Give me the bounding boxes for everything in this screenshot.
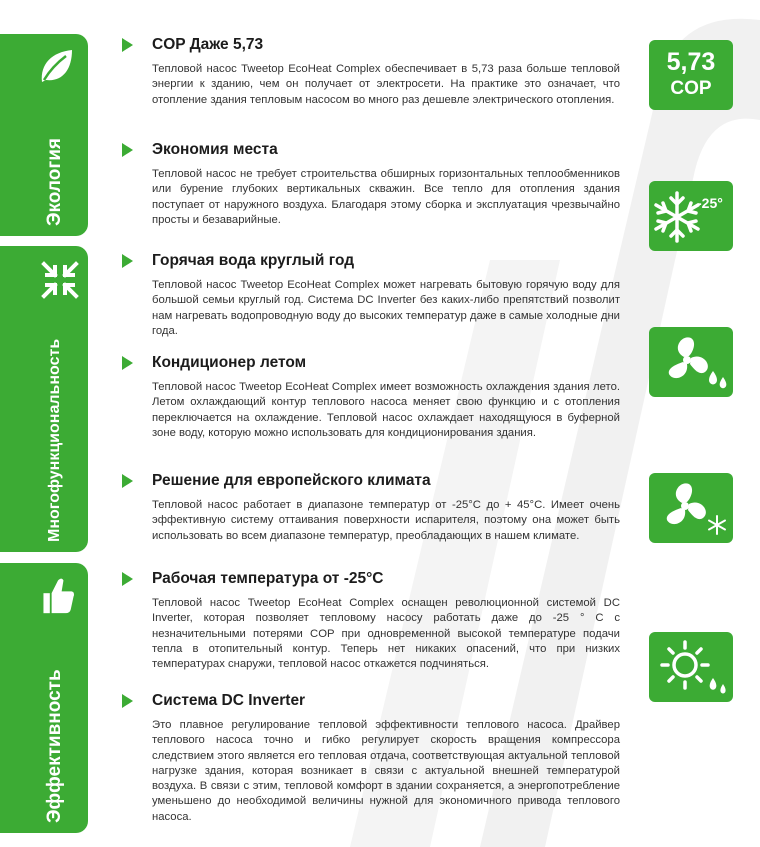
snowflake-icon-box	[649, 181, 733, 251]
section-dc-inverter	[120, 692, 620, 825]
section-title: COP Даже 5,73	[152, 36, 264, 53]
section-text: Это плавное регулирование тепловой эффективности теплового насоса. Драйвер теплового насоса точно и гибко регулирует скорость вращения компрессора следствием этого является его тепловая отдача, соответствующая актуальной тепловой нагрузке здания, которая возникает в связи с актуальной внешней температурой воздуха. В связи с этим, тепловой комфорт в здании сохраняется, а энергопотребление уменьшено до необходимой величины нужной для экономичного привода теплового насоса.	[152, 719, 620, 823]
section-space-saving	[120, 141, 620, 228]
snowflake-icon	[649, 181, 733, 251]
section-text: Тепловой насос Tweetop EcoHeat Complex имеет возможность охлаждения здания лето. Летом охлаждающий контур теплового насоса меняет свою функцию и с отопления переключается на охлаждение. Тепловой насос охлаждает находящуюся в буферной зоне воду, которую можно использовать для кондиционирования здания.	[152, 381, 620, 439]
sun-water-icon-box	[649, 632, 733, 702]
tab-efficiency	[0, 563, 88, 833]
bullet-icon	[120, 572, 134, 586]
section-title: Рабочая температура от -25°C	[152, 570, 384, 587]
thumbs-up-icon	[38, 575, 78, 615]
arrows-inward-icon	[40, 260, 80, 300]
tab-label: Эффективность	[44, 669, 65, 823]
section-title: Решение для европейского климата	[152, 472, 431, 489]
temperature-label: -25°	[697, 195, 723, 211]
section-operating-temperature	[120, 570, 620, 672]
section-text: Тепловой насос Tweetop EcoHeat Complex может нагревать бытовую горячую воду для большой семьи круглый год. Система DC Inverter без каких-либо препятствий позволит нам нагревать водопроводную воду до высоких температур даже в самые холодные дни года.	[152, 279, 620, 337]
tab-label: Экология	[44, 137, 65, 226]
section-european-climate	[120, 472, 620, 544]
bullet-icon	[120, 694, 134, 708]
bullet-icon	[120, 143, 134, 157]
bullet-icon	[120, 254, 134, 268]
fan-water-icon-box	[649, 327, 733, 397]
cop-value: 5,73	[666, 48, 716, 76]
section-title: Экономия места	[152, 141, 278, 158]
tab-label: Многофункциональность	[46, 338, 63, 542]
section-title: Система DC Inverter	[152, 692, 306, 709]
bullet-icon	[120, 38, 134, 52]
fan-water-icon	[649, 327, 733, 397]
section-title: Горячая вода круглый год	[152, 252, 355, 269]
section-text: Тепловой насос работает в диапазоне температур от -25°C до + 45°C. Имеет очень эффективную систему оттаивания поверхности испарителя, поэтому она может быть использовать во всем диапазоне температур, преобладающих в нашем климате.	[152, 499, 620, 542]
section-hot-water	[120, 252, 620, 339]
sun-water-icon	[649, 632, 733, 702]
leaf-icon	[36, 46, 76, 86]
tab-multifunction	[0, 246, 88, 552]
bullet-icon	[120, 474, 134, 488]
section-text: Тепловой насос Tweetop EcoHeat Complex обеспечивает в 5,73 раза больше тепловой энергии к зданию, чем он получает от электросети. На практике это означает, что отопление здания тепловым насосом во много раз дешевле электрического отопления.	[152, 63, 620, 106]
section-air-conditioning	[120, 354, 620, 441]
section-text: Тепловой насос Tweetop EcoHeat Complex оснащен революционной системой DC Inverter, которая позволяет тепловому насосу работать даже до -25 ° C с незначительными потерями COP при одновременной высокой температуре подачи тепла в отопительный контур. Теперь нет никаких опасений, что при низких температурах снаружи, тепловой насос откажется подчиняться.	[152, 597, 620, 671]
bullet-icon	[120, 356, 134, 370]
section-text: Тепловой насос не требует строительства обширных горизонтальных теплообменников или бурение глубоких вертикальных скважин. Все тепло для отопления здания поступает от наружного воздуха. Благодаря этому сборка и эксплуатация чрезвычайно просты и безаварийные.	[152, 168, 620, 226]
section-title: Кондиционер летом	[152, 354, 307, 371]
tab-ecology	[0, 34, 88, 236]
cop-badge	[649, 40, 733, 110]
section-cop	[120, 36, 620, 108]
fan-snow-icon	[649, 473, 733, 543]
fan-snow-icon-box	[649, 473, 733, 543]
cop-label: COP	[670, 78, 712, 99]
